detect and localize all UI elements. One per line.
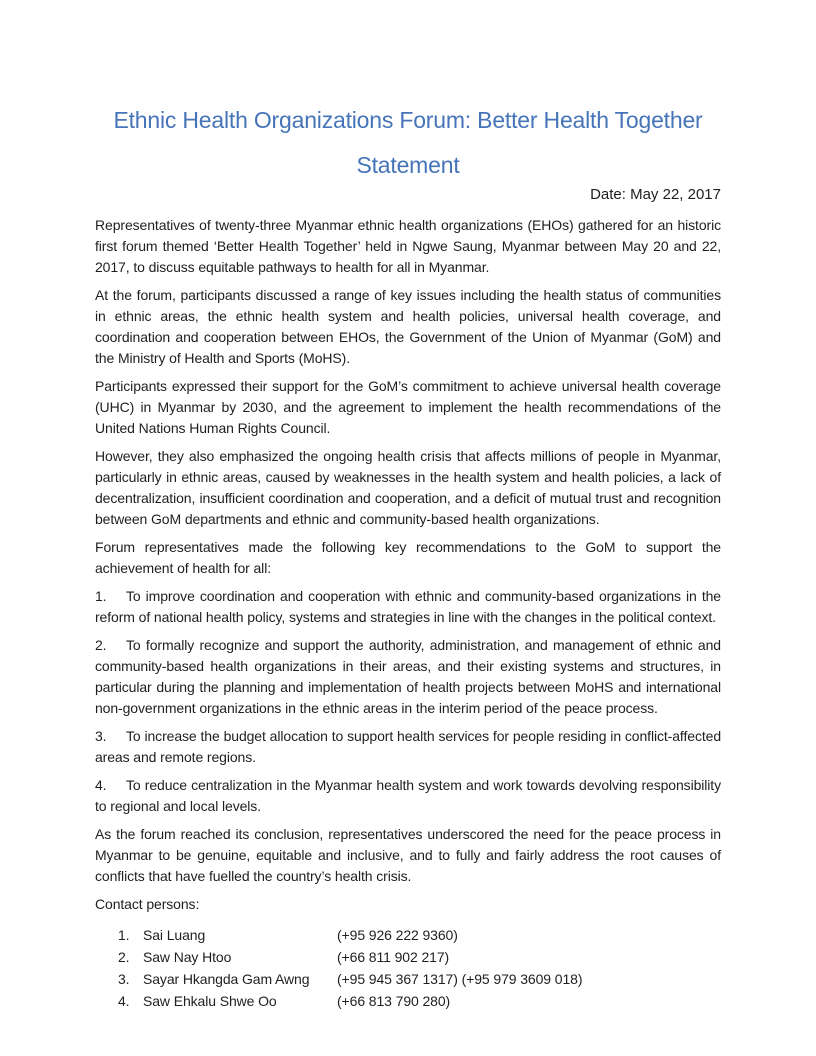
contact-phone: (+66 811 902 217) — [337, 949, 450, 965]
paragraph-intro: Representatives of twenty-three Myanmar ethnic health organizations (EHOs) gathered for an historic first forum themed ‘Better Health Together’ held in Ngwe Saung, Myanmar between May 20 and 22, 2017, to discuss equitable pathways to health for all in Myanmar. — [95, 217, 721, 275]
contacts-heading: Contact persons: — [95, 896, 200, 912]
document-title: Ethnic Health Organizations Forum: Better Health Together — [113, 107, 703, 133]
contact-phone: (+66 813 790 280) — [337, 993, 451, 1009]
contact-name: Sai Luang — [143, 927, 206, 943]
item-number: 2. — [95, 637, 107, 653]
item-number: 1. — [95, 588, 107, 604]
document-subtitle: Statement — [356, 152, 460, 178]
contact-number: 4. — [118, 993, 130, 1009]
item-text: To improve coordination and cooperation with ethnic and community-based organizations in the reform of national health policy, systems and strategies in line with the changes in the political context. — [95, 588, 721, 625]
paragraph-support-uhc: Participants expressed their support for the GoM’s commitment to achieve universal health coverage (UHC) in Myanmar by 2030, and the agreement to implement the health recommendations of the United Nations Human Rights Council. — [95, 378, 721, 436]
item-text: To formally recognize and support the authority, administration, and management of ethnic and community-based health organizations in their areas, and their existing systems and structures, in particular during the planning and implementation of health projects between MoHS and international non-government organizations in the ethnic areas in the interim period of the peace process. — [95, 637, 721, 716]
numbered-item-1 — [95, 586, 721, 628]
item-number: 3. — [95, 728, 107, 744]
contact-phone: (+95 926 222 9360) — [337, 927, 458, 943]
contact-number: 2. — [118, 949, 130, 965]
numbered-item-4 — [95, 775, 721, 817]
contact-name: Saw Nay Htoo — [143, 949, 232, 965]
paragraph-forum-issues: At the forum, participants discussed a range of key issues including the health status of communities in ethnic areas, the ethnic health system and health policies, universal health coverage, and coordination and cooperation between EHOs, the Government of the Union of Myanmar (GoM) and the Ministry of Health and Sports (MoHS). — [95, 287, 721, 366]
numbered-item-2 — [95, 635, 721, 719]
contact-row-3 — [95, 968, 721, 990]
contact-number: 3. — [118, 971, 130, 987]
item-text: To increase the budget allocation to support health services for people residing in conflict-affected areas and remote regions. — [95, 728, 721, 765]
date-line: Date: May 22, 2017 — [590, 186, 721, 203]
numbered-item-3 — [95, 726, 721, 768]
item-number: 4. — [95, 777, 107, 793]
contact-number: 1. — [118, 927, 130, 943]
contact-row-2 — [95, 946, 721, 968]
paragraph-recommendations-lead: Forum representatives made the following key recommendations to the GoM to support the achievement of health for all: — [95, 539, 721, 576]
item-text: To reduce centralization in the Myanmar health system and work towards devolving responsibility to regional and local levels. — [95, 777, 721, 814]
contact-list — [95, 924, 721, 1012]
paragraph-conclusion: As the forum reached its conclusion, representatives underscored the need for the peace process in Myanmar to be genuine, equitable and inclusive, and to fully and fairly address the root causes of conflicts that have fuelled the country’s health crisis. — [95, 826, 721, 884]
contact-row-1 — [95, 924, 721, 946]
contact-row-4 — [95, 990, 721, 1012]
contact-name: Saw Ehkalu Shwe Oo — [143, 993, 277, 1009]
paragraph-health-crisis: However, they also emphasized the ongoing health crisis that affects millions of people in Myanmar, particularly in ethnic areas, caused by weaknesses in the health system and health policies, a lack of decentralization, insufficient coordination and cooperation, and a deficit of mutual trust and recognition between GoM departments and ethnic and community-based health organizations. — [95, 448, 721, 527]
contact-phone: (+95 945 367 1317) (+95 979 3609 018) — [337, 971, 583, 987]
contact-name: Sayar Hkangda Gam Awng — [143, 971, 310, 987]
